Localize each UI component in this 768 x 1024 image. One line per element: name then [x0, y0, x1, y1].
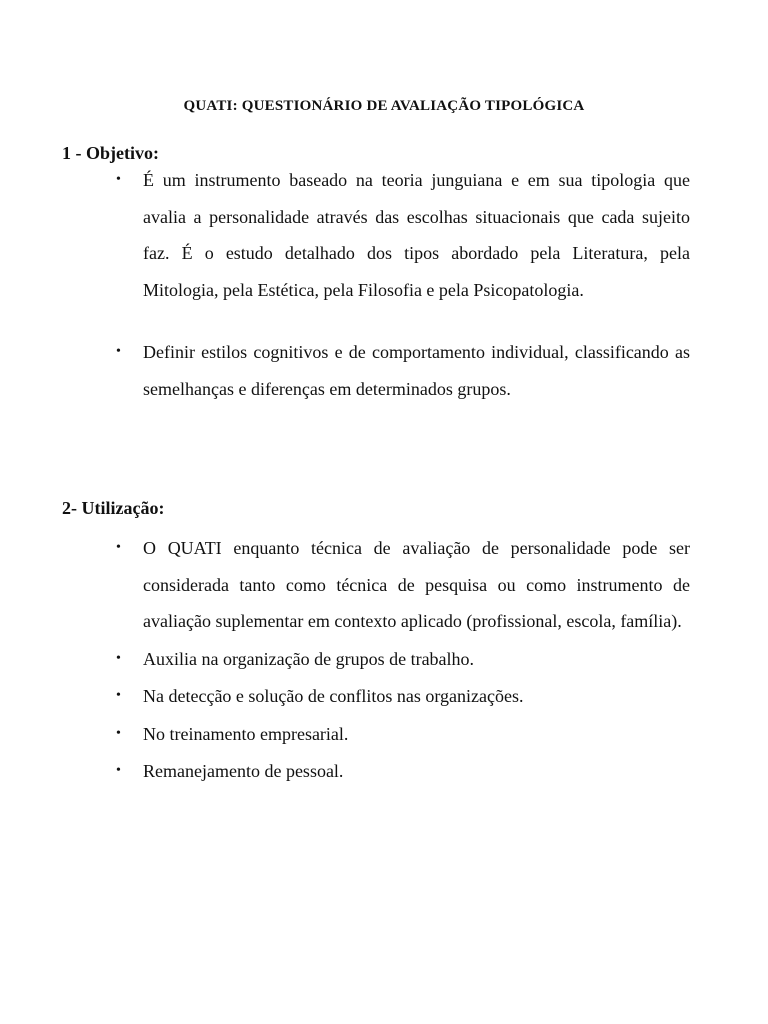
bullet-icon: • — [116, 688, 121, 703]
section-heading-utilizacao: 2- Utilização: — [62, 498, 165, 518]
list-item — [116, 678, 690, 715]
objetivo-list — [116, 162, 690, 407]
list-item — [116, 162, 690, 308]
list-item — [116, 716, 690, 753]
bullet-icon: • — [116, 540, 121, 555]
list-item-text: É um instrumento baseado na teoria junguiana e em sua tipologia que avalia a personalidade através das escolhas situacionais que cada sujeito faz. É o estudo detalhado dos tipos abordado pela Literatura, pela Mitologia, pela Estética, pela Filosofia e pela Psicopatologia. — [143, 170, 690, 300]
section-heading-objetivo: 1 - Objetivo: — [62, 143, 159, 163]
list-item — [116, 753, 690, 790]
bullet-icon: • — [116, 725, 121, 741]
bullet-icon: • — [116, 650, 121, 666]
list-item-text: No treinamento empresarial. — [143, 723, 349, 744]
list-item — [116, 334, 690, 407]
document-title: QUATI: QUESTIONÁRIO DE AVALIAÇÃO TIPOLÓGICA — [183, 98, 585, 114]
list-item-text: Definir estilos cognitivos e de comportamento individual, classificando as semelhanças e diferenças em determinados grupos. — [143, 342, 690, 399]
list-item — [116, 641, 690, 678]
list-item — [116, 530, 690, 640]
list-item-text: Na detecção e solução de conflitos nas organizações. — [143, 686, 524, 706]
list-item-text: Auxilia na organização de grupos de trabalho. — [143, 648, 475, 669]
bullet-icon: • — [116, 763, 121, 778]
bullet-icon: • — [116, 344, 121, 359]
list-item-text: Remanejamento de pessoal. — [143, 761, 344, 781]
utilizacao-list — [116, 530, 690, 790]
bullet-icon: • — [116, 172, 121, 187]
list-item-text: O QUATI enquanto técnica de avaliação de personalidade pode ser considerada tanto como técnica de pesquisa ou como instrumento de avaliação suplementar em contexto aplicado (profissional, escola, família). — [143, 538, 690, 631]
